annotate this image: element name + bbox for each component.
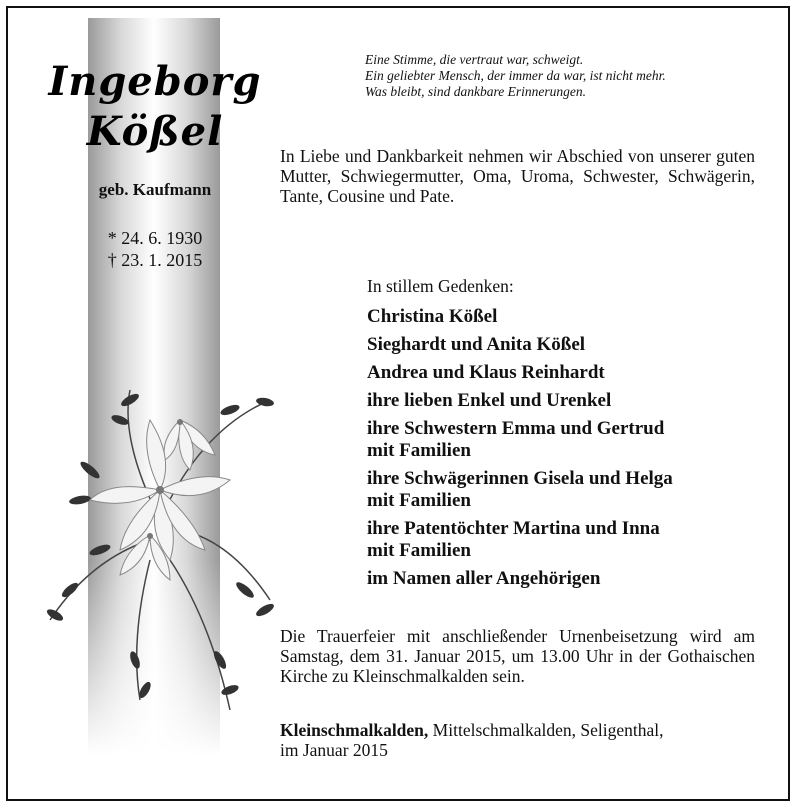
in-memory-label: In stillem Gedenken:	[367, 276, 514, 296]
lily-bouquet-image	[30, 360, 290, 720]
funeral-notice: Die Trauerfeier mit anschließender Urnenbeisetzung wird am Samstag, dem 31. Januar 2015, um 13.00 Uhr in der Gothaischen Kirche zu Kleinschmalkalden sein.	[280, 626, 755, 686]
notice-date: im Januar 2015	[280, 740, 388, 760]
deceased-first-name: Ingeborg	[48, 58, 262, 105]
memorial-quote	[365, 52, 785, 100]
mourner-entry: Christina Kößel	[367, 306, 498, 327]
place-main: Kleinschmalkalden,	[280, 720, 429, 740]
place-and-date	[280, 720, 760, 760]
death-date: † 23. 1. 2015	[107, 250, 203, 270]
mourner-entry: im Namen aller Angehörigen	[367, 568, 601, 589]
quote-line: Was bleibt, sind dankbare Erinnerungen.	[365, 84, 586, 99]
mourners-list	[367, 306, 673, 596]
place-others: Mittelschmalkalden, Seligenthal,	[428, 720, 664, 740]
farewell-paragraph: In Liebe und Dankbarkeit nehmen wir Abschied von unserer guten Mutter, Schwiegermutter, Oma, Uroma, Schwester, Schwägerin, Tante, Cousine und Pate.	[280, 146, 755, 206]
quote-line: Eine Stimme, die vertraut war, schweigt.	[365, 52, 584, 67]
quote-line: Ein geliebter Mensch, der immer da war, ist nicht mehr.	[365, 68, 666, 83]
mourner-entry: ihre Patentöchter Martina und Inna mit Familien	[367, 518, 660, 561]
deceased-last-name: Kößel	[86, 108, 224, 155]
mourner-entry: ihre Schwägerinnen Gisela und Helga mit Familien	[367, 468, 673, 511]
mourner-entry: Andrea und Klaus Reinhardt	[367, 362, 605, 383]
mourner-entry: ihre Schwestern Emma und Gertrud mit Familien	[367, 418, 665, 461]
maiden-name: geb. Kaufmann	[98, 180, 212, 199]
birth-date: * 24. 6. 1930	[107, 228, 203, 248]
mourner-entry: ihre lieben Enkel und Urenkel	[367, 390, 612, 411]
mourner-entry: Sieghardt und Anita Kößel	[367, 334, 586, 355]
